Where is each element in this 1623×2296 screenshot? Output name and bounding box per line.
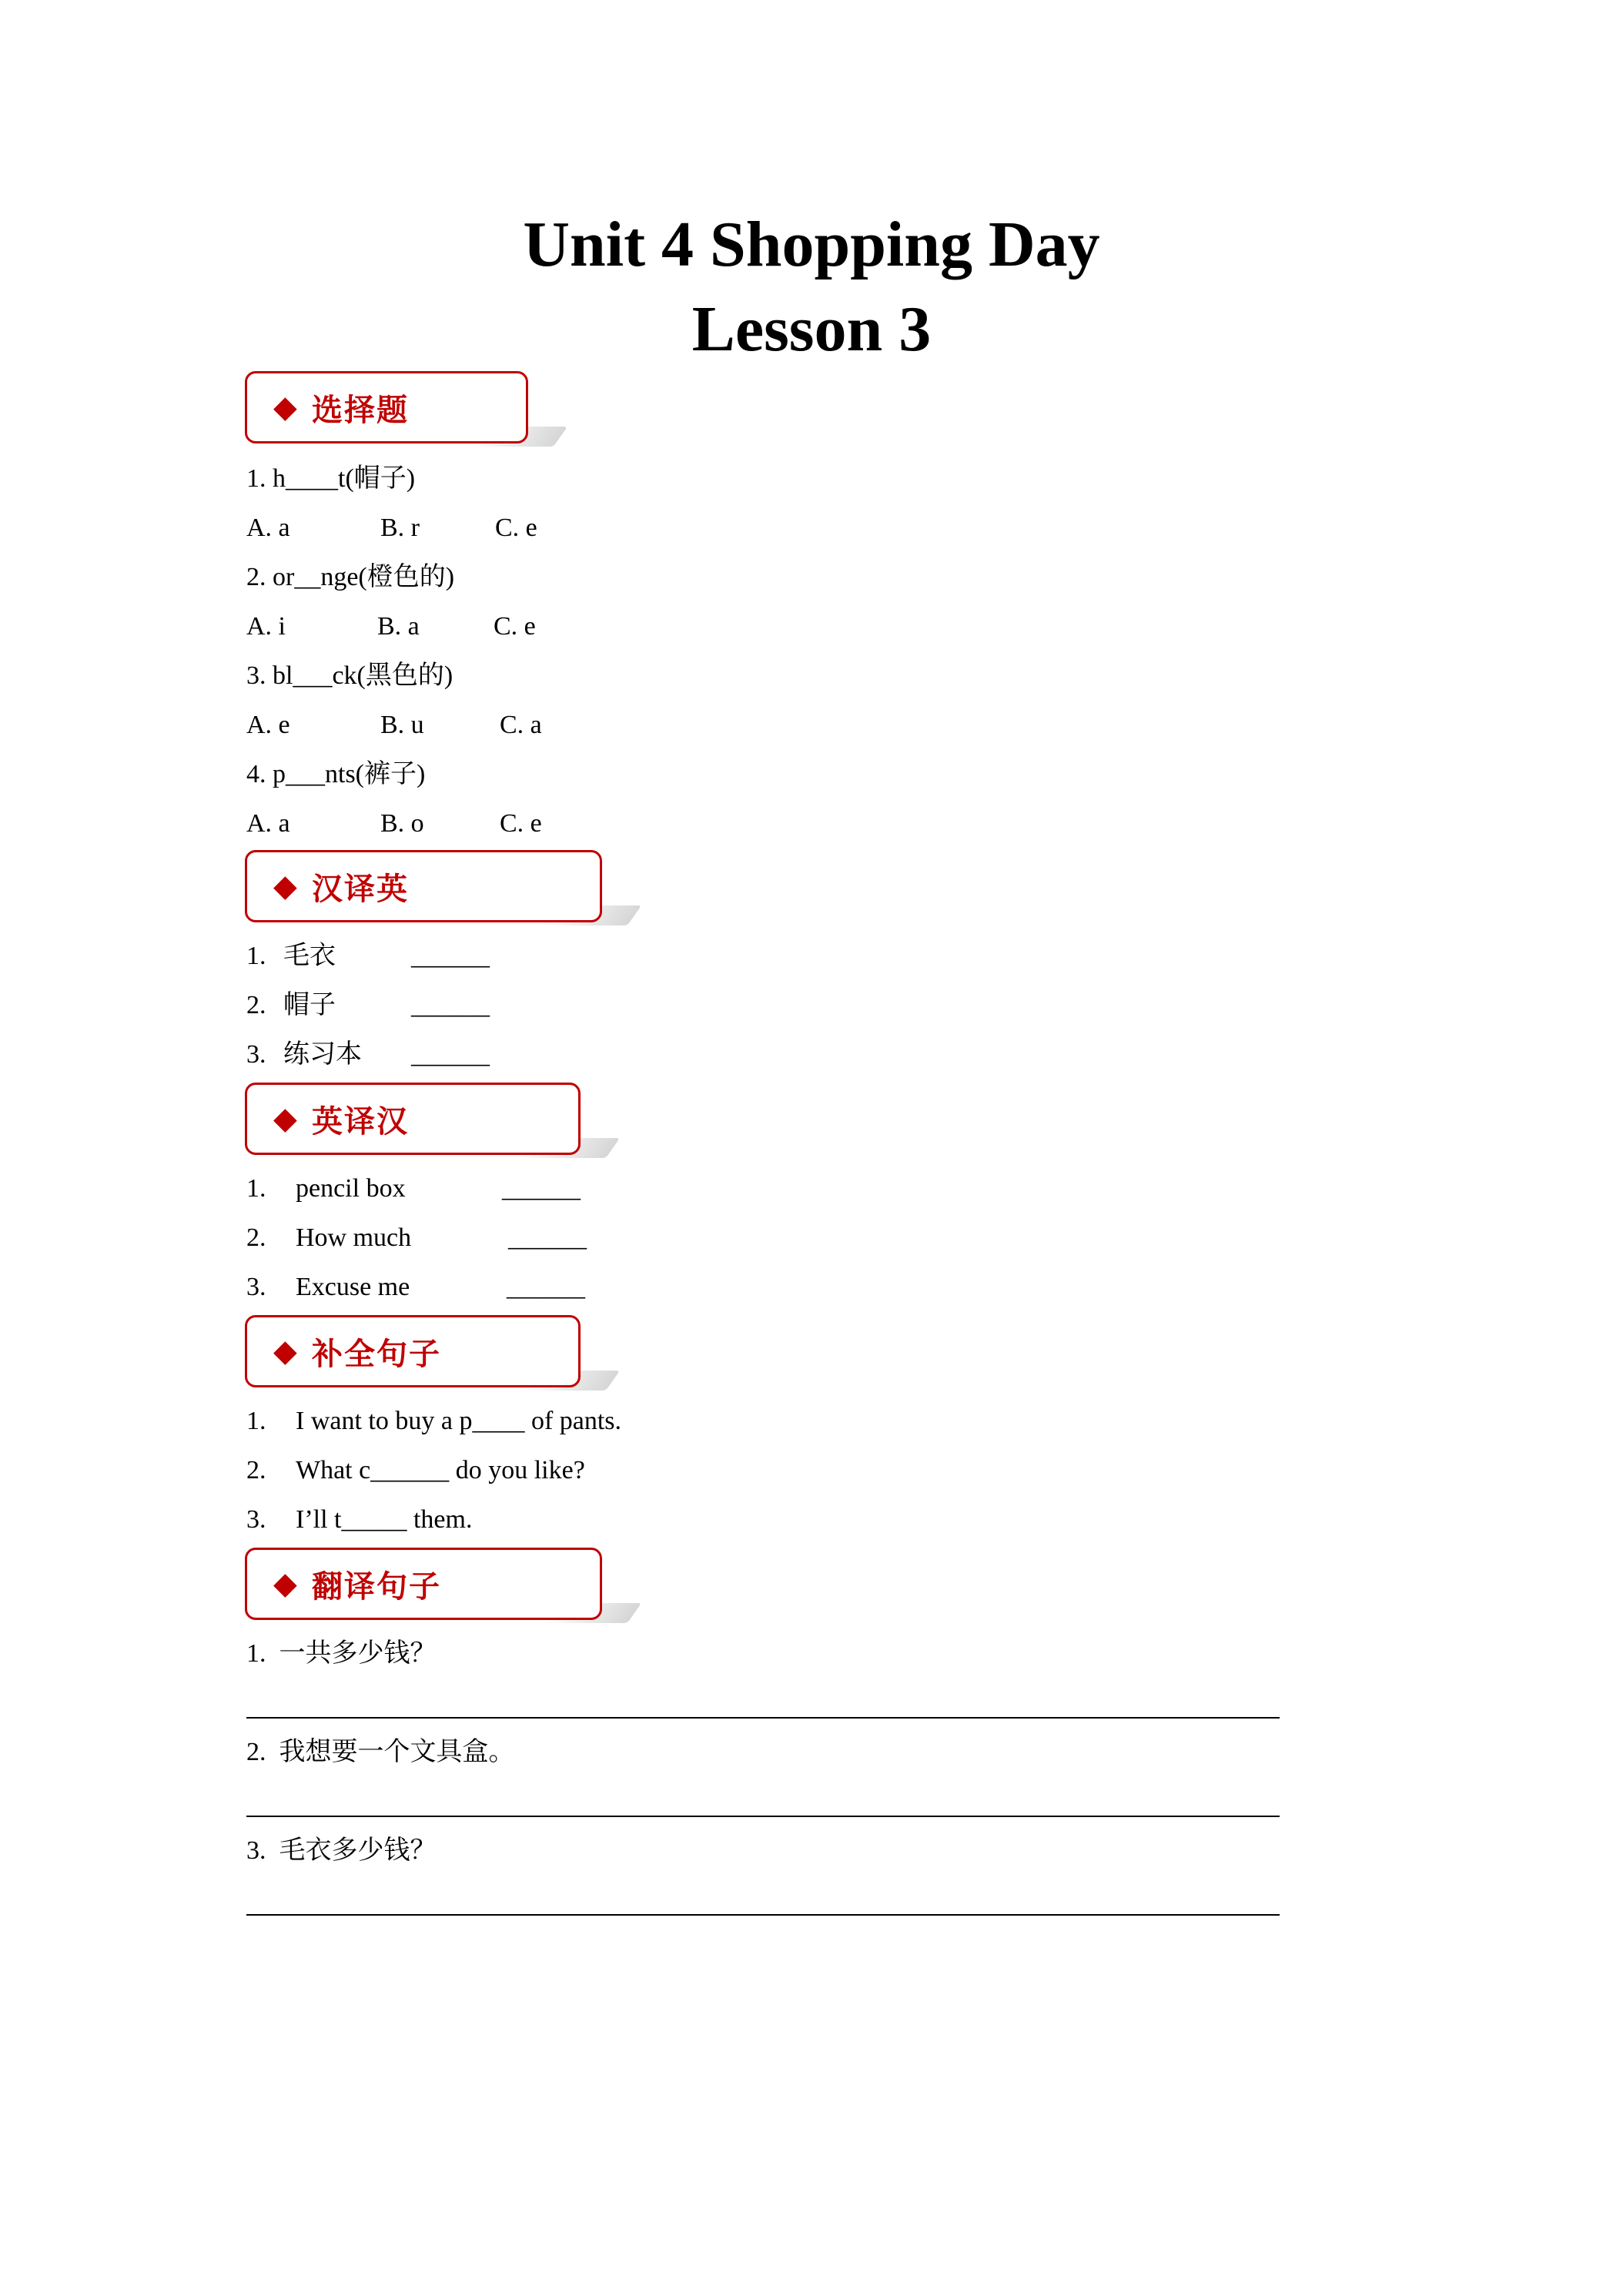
choice-option-a: A. i [246, 612, 286, 641]
translate-sentence-1: 1. 一共多少钱？ [246, 1639, 437, 1668]
en-to-cn-word: pencil box [296, 1174, 406, 1203]
complete-sentence: What c______ do you like? [296, 1456, 585, 1484]
section-label: 选择题 [312, 392, 409, 428]
choice-option-b: B. u [380, 711, 424, 739]
page-subtitle: Lesson 3 [691, 293, 932, 365]
en-to-cn-word: How much [296, 1223, 412, 1252]
diamond-icon: ◆ [273, 1566, 297, 1602]
choice-question-2: 2. or__nge(橙色的) [246, 563, 455, 591]
choice-option-c: C. a [500, 711, 542, 739]
choice-question-1: 1. h____t(帽子) [246, 464, 416, 493]
en-to-cn-number: 1. [246, 1174, 266, 1203]
choice-option-b: B. o [380, 809, 424, 838]
section-label: 补全句子 [312, 1336, 441, 1372]
diamond-icon: ◆ [273, 390, 297, 425]
cn-to-en-word: 帽子 [283, 991, 336, 1019]
answer-blank: ______ [507, 1273, 585, 1301]
complete-number: 2. [246, 1456, 266, 1484]
complete-number: 1. [246, 1407, 266, 1435]
answer-blank: ______ [411, 1040, 490, 1069]
answer-blank: ______ [502, 1174, 581, 1203]
en-to-cn-word: Excuse me [296, 1273, 410, 1301]
complete-number: 3. [246, 1505, 266, 1534]
answer-line [246, 1914, 1280, 1916]
choice-option-c: C. e [494, 612, 536, 641]
diamond-icon: ◆ [273, 1334, 297, 1369]
translate-sentence-3: 3. 毛衣多少钱？ [246, 1836, 437, 1865]
answer-blank: ______ [411, 942, 490, 970]
choice-option-a: A. e [246, 711, 290, 739]
cn-to-en-number: 1. [246, 942, 266, 970]
cn-to-en-number: 3. [246, 1040, 266, 1069]
choice-option-a: A. a [246, 514, 290, 542]
choice-option-b: B. r [380, 514, 420, 542]
diamond-icon: ◆ [273, 869, 297, 904]
choice-question-3: 3. bl___ck(黑色的) [246, 661, 453, 690]
choice-question-4: 4. p___nts(裤子) [246, 760, 426, 788]
cn-to-en-word: 练习本 [283, 1040, 362, 1069]
choice-option-a: A. a [246, 809, 290, 838]
choice-option-b: B. a [377, 612, 420, 641]
complete-sentence: I want to buy a p____ of pants. [296, 1407, 622, 1435]
diamond-icon: ◆ [273, 1101, 297, 1136]
choice-option-c: C. e [500, 809, 542, 838]
section-label: 翻译句子 [312, 1568, 441, 1605]
en-to-cn-number: 2. [246, 1223, 266, 1252]
complete-sentence: I’ll t_____ them. [296, 1505, 473, 1534]
answer-blank: ______ [411, 991, 490, 1019]
choice-option-c: C. e [495, 514, 537, 542]
answer-line [246, 1717, 1280, 1719]
section-label: 汉译英 [312, 871, 409, 907]
page-title: Unit 4 Shopping Day [523, 209, 1100, 280]
section-label: 英译汉 [312, 1103, 409, 1140]
translate-sentence-2: 2. 我想要一个文具盒。 [246, 1738, 515, 1766]
en-to-cn-number: 3. [246, 1273, 266, 1301]
cn-to-en-number: 2. [246, 991, 266, 1019]
answer-line [246, 1816, 1280, 1817]
answer-blank: ______ [508, 1223, 587, 1252]
cn-to-en-word: 毛衣 [283, 942, 336, 970]
